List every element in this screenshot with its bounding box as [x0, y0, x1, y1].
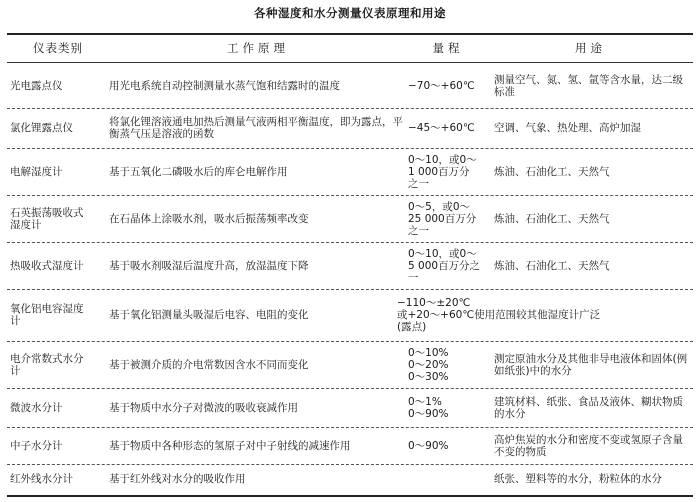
table-row	[7, 389, 693, 426]
range-cell: −45〜+60℃	[408, 122, 475, 134]
usage-cell: 高炉焦炭的水分和密度不变或氢原子含量不变的物质	[494, 433, 683, 458]
usage-cell: 测量空气、氮、氢、氩等含水量，达二级标准	[494, 74, 683, 98]
principle-cell: 基于被测介质的介电常数因含水不同而变化	[109, 358, 309, 371]
range-cell: 0〜10% 0〜20% 0〜30%	[408, 346, 449, 383]
instrument-cell: 中子水分计	[10, 439, 63, 452]
usage-cell: 纸张、塑料等的水分，粉粒体的水分	[494, 473, 662, 485]
principle-cell: 基于红外线对水分的吸收作用	[109, 473, 246, 485]
instrument-cell: 石英振荡吸收式 湿度计	[10, 206, 84, 231]
usage-cell: 建筑材料、纸张、食品及液体、糊状物质的水分	[494, 395, 683, 420]
table-row	[7, 290, 693, 340]
principle-cell: 基于氧化铝测量头吸湿后电容、电阻的变化	[109, 309, 309, 321]
table-row	[7, 196, 693, 241]
header-instrument: 仪表类别	[33, 41, 83, 55]
instrument-cell: 微波水分计	[10, 401, 63, 414]
range-cell: 0〜10，或0〜 1 000百万分 之一	[408, 153, 477, 190]
range-cell: −110〜±20℃ 或+20〜+60℃使用范围较其他湿度计广泛 (露点)	[397, 297, 601, 333]
top-rule	[7, 33, 693, 35]
principle-cell: 将氯化锂溶液通电加热后测量气液两相平衡温度，即为露点，平衡蒸气压是溶液的函数	[109, 116, 403, 140]
table-row	[7, 149, 693, 194]
instrument-cell: 氯化锂露点仪	[10, 122, 73, 134]
bottom-rule	[7, 495, 693, 497]
header-usage: 用途	[575, 41, 606, 55]
principle-cell: 基于五氧化二磷吸水后的库仑电解作用	[109, 165, 288, 178]
usage-cell: 炼油、石油化工、天然气	[494, 212, 610, 225]
range-cell	[408, 465, 498, 493]
usage-cell: 炼油、石油化工、天然气	[494, 165, 610, 178]
table-row	[7, 109, 693, 147]
table-row	[7, 243, 693, 288]
instrument-cell: 电解湿度计	[10, 165, 63, 178]
instrument-cell: 红外线水分计	[10, 473, 73, 485]
principle-cell: 基于吸水剂吸湿后温度升高，放湿温度下降	[109, 259, 309, 272]
table-row	[7, 465, 693, 493]
instrument-cell: 光电露点仪	[10, 80, 63, 92]
table-title: 各种湿度和水分测量仪表原理和用途	[254, 6, 446, 20]
range-cell: −70〜+60℃	[408, 80, 475, 92]
header-rule	[7, 62, 693, 63]
usage-cell: 空调、气象、热处理、高炉加湿	[494, 122, 641, 134]
range-cell: 0〜5，或0〜 25 000百万分 之一	[408, 200, 477, 237]
instrument-cell: 热吸收式湿度计	[10, 259, 84, 272]
principle-cell: 基于物质中各种形态的氢原子对中子射线的减速作用	[109, 439, 351, 452]
table-row	[7, 64, 693, 108]
principle-cell: 用光电系统自动控制测量水蒸气饱和结露时的温度	[109, 80, 340, 92]
instrument-cell: 氧化铝电容湿度 计	[10, 303, 84, 327]
header-range: 量程	[432, 41, 464, 55]
range-cell: 0〜1% 0〜90%	[408, 395, 449, 420]
range-cell: 0〜10，或0〜 5 000百万分之 一	[408, 247, 481, 284]
table-row	[7, 342, 693, 387]
table-row	[7, 428, 693, 463]
principle-cell: 基于物质中水分子对微波的吸收衰减作用	[109, 401, 298, 414]
header-principle: 工作原理	[227, 41, 289, 55]
instrument-cell: 电介常数式水分 计	[10, 352, 84, 377]
range-cell: 0〜90%	[408, 439, 449, 452]
principle-cell: 在石晶体上涂吸水剂，吸水后振荡频率改变	[109, 212, 309, 225]
usage-cell: 炼油、石油化工、天然气	[494, 259, 610, 272]
usage-cell: 测定原油水分及其他非导电液体和固体(例如纸张)中的水分	[494, 352, 688, 377]
